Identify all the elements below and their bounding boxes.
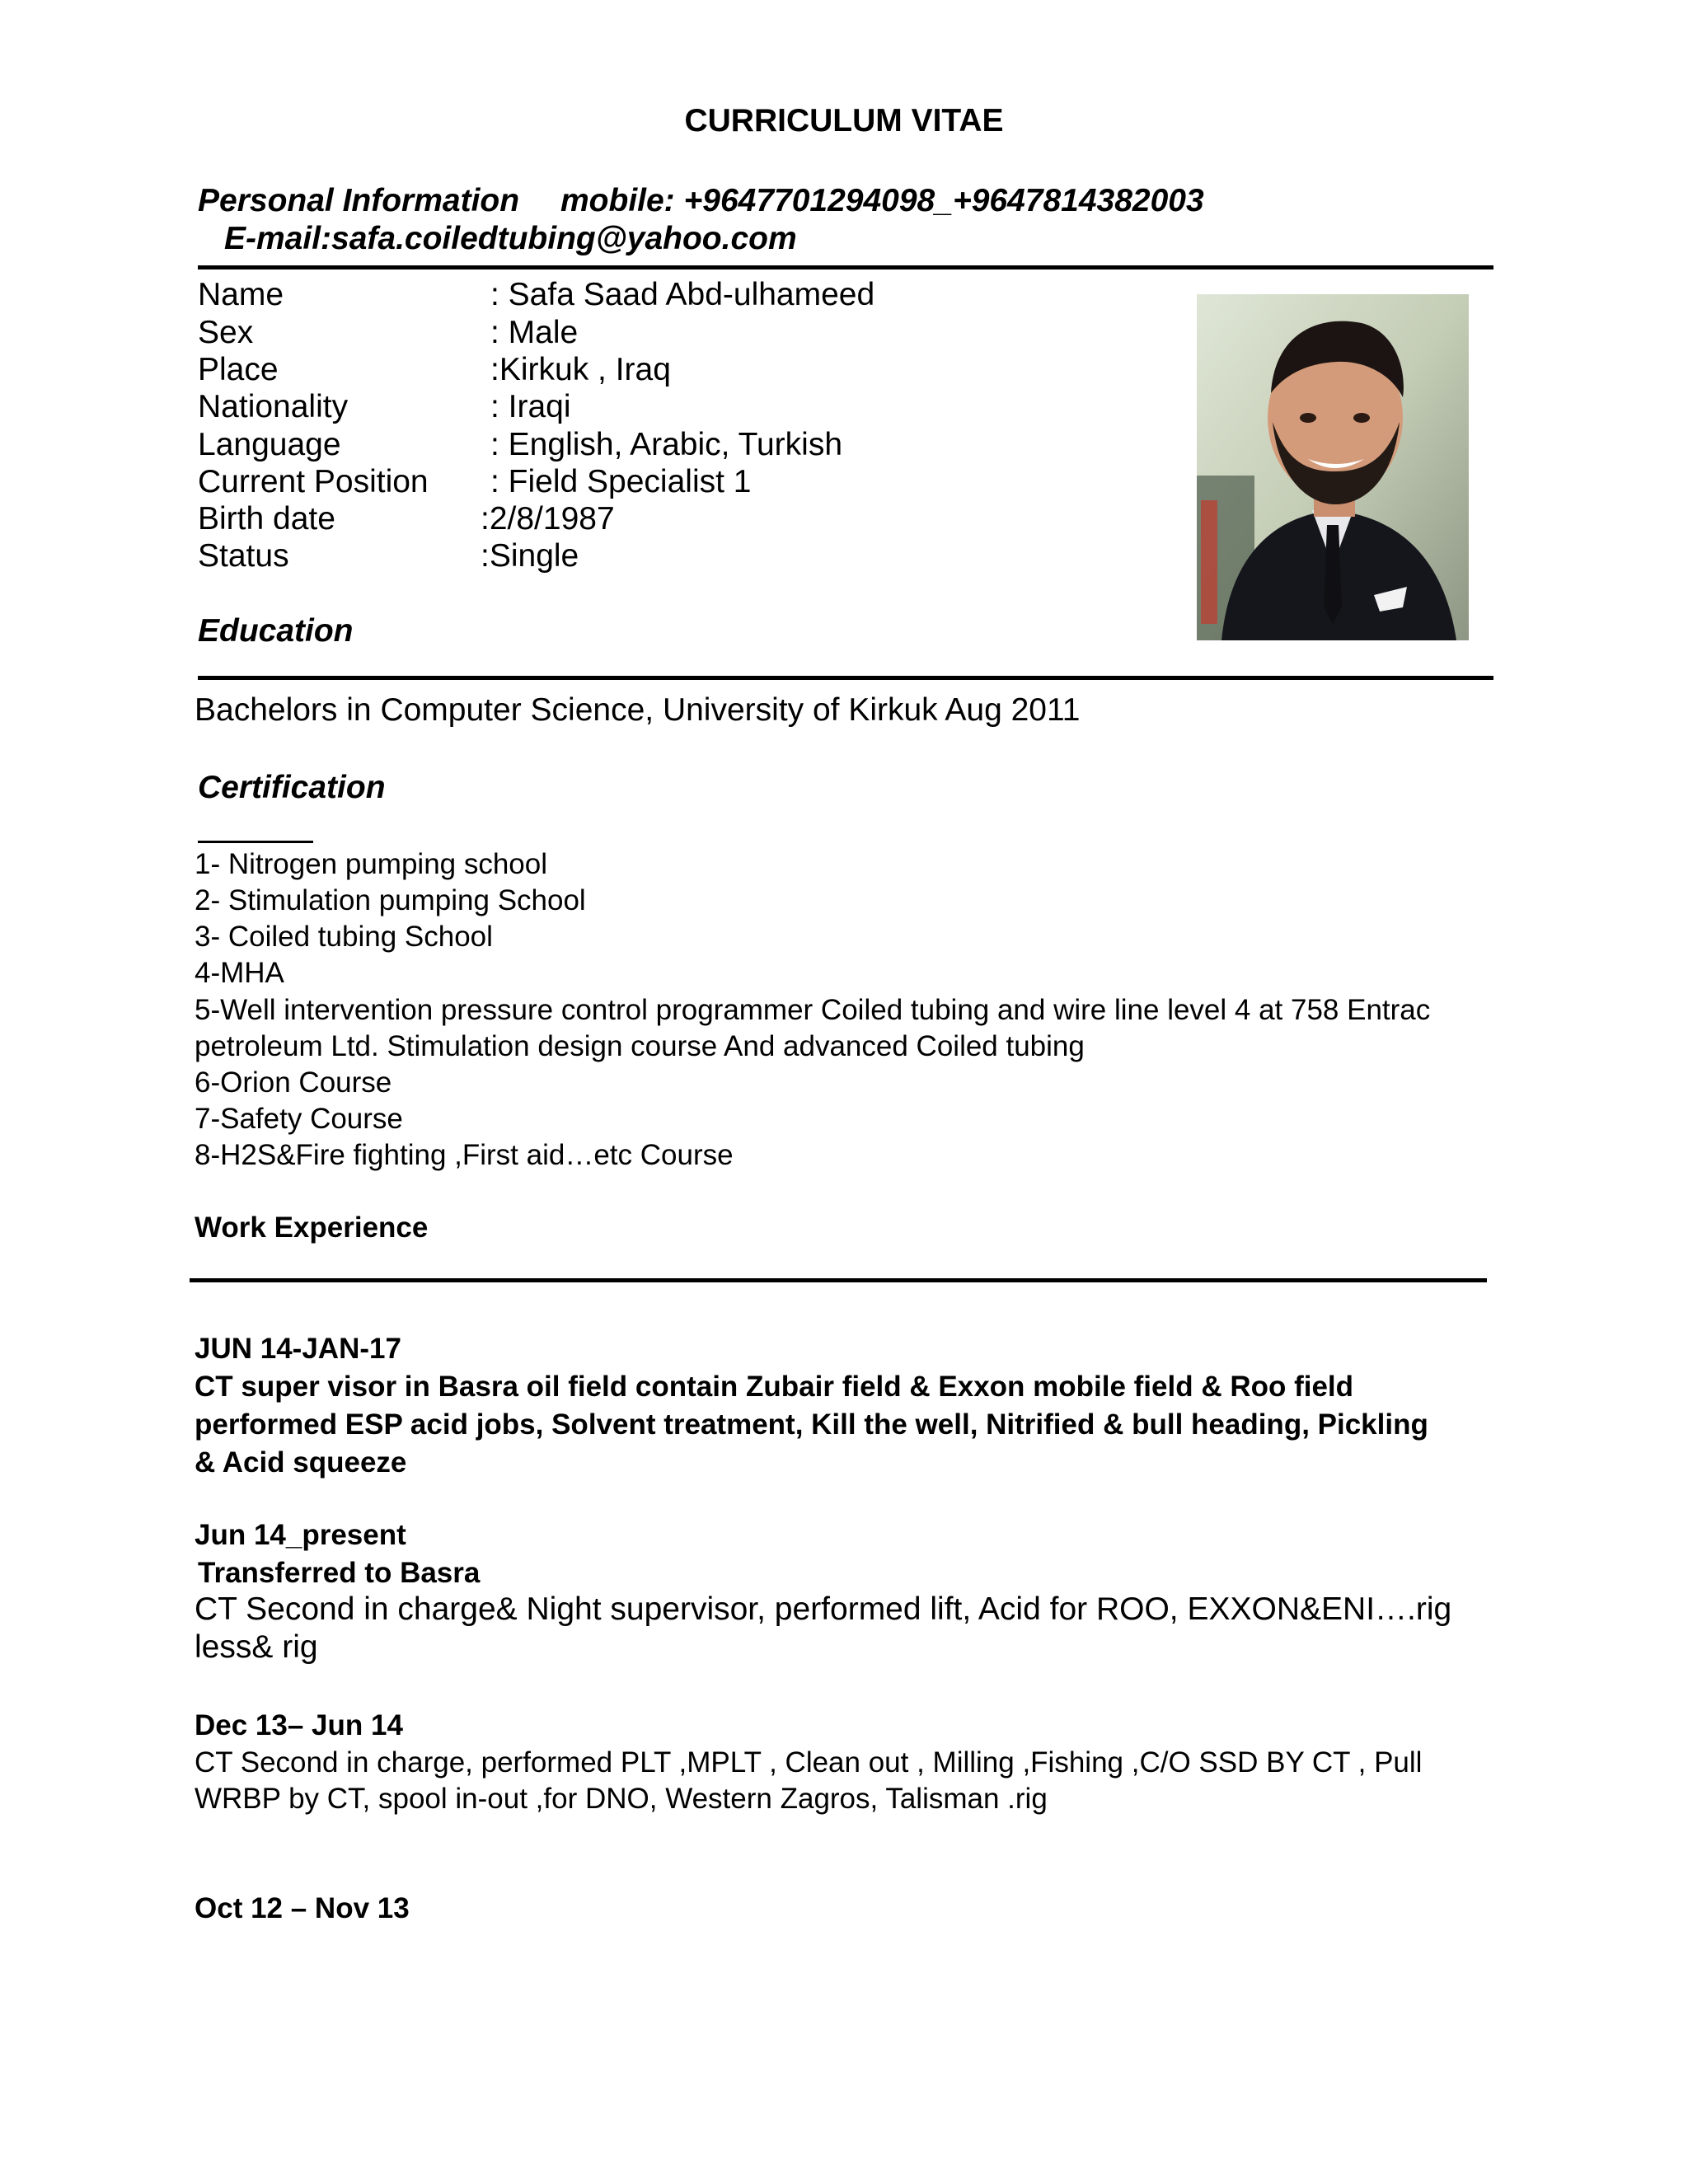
- field-label-place: Place: [198, 352, 279, 387]
- list-item: 5-Well intervention pressure control programmer Coiled tubing and wire line level 4 at 758 Entrac: [195, 994, 1431, 1026]
- field-value-place: :Kirkuk , Iraq: [490, 352, 671, 387]
- list-item: petroleum Ltd. Stimulation design course And advanced Coiled tubing: [195, 1030, 1085, 1062]
- field-value-nationality: : Iraqi: [490, 389, 571, 424]
- field-label-nationality: Nationality: [198, 389, 349, 424]
- certification-heading: Certification: [198, 770, 386, 805]
- certification-underline: [198, 841, 313, 843]
- field-value-sex: : Male: [490, 315, 579, 350]
- work-entry-line: CT Second in charge, performed PLT ,MPLT , Clean out , Milling ,Fishing ,C/O SSD BY CT , Pull: [195, 1746, 1423, 1779]
- field-label-sex: Sex: [198, 315, 254, 350]
- work-entry-subtitle: Transferred to Basra: [198, 1557, 481, 1589]
- education-heading: Education: [198, 613, 354, 649]
- profile-photo: [1197, 294, 1469, 640]
- field-value-current-position: : Field Specialist 1: [490, 464, 752, 499]
- list-item: 6-Orion Course: [195, 1066, 392, 1099]
- work-entry-date: Oct 12 – Nov 13: [195, 1892, 410, 1924]
- portrait-illustration: [1197, 294, 1469, 640]
- document-title: CURRICULUM VITAE: [684, 103, 1004, 138]
- field-label-current-position: Current Position: [198, 464, 429, 499]
- personal-information-heading: Personal Information: [198, 183, 520, 218]
- work-entry-date: Dec 13– Jun 14: [195, 1709, 403, 1741]
- work-experience-heading: Work Experience: [195, 1212, 429, 1244]
- field-label-name: Name: [198, 277, 284, 312]
- work-entry-line: less& rig: [195, 1629, 318, 1665]
- work-divider: [190, 1278, 1487, 1282]
- mobile-numbers: mobile: +9647701294098_+9647814382003: [560, 183, 1204, 218]
- field-label-status: Status: [198, 538, 289, 574]
- work-entry-line: performed ESP acid jobs, Solvent treatment, Kill the well, Nitrified & bull heading, Pickling: [195, 1408, 1428, 1441]
- field-label-language: Language: [198, 427, 341, 462]
- list-item: 2- Stimulation pumping School: [195, 884, 586, 916]
- field-value-language: : English, Arabic, Turkish: [490, 427, 843, 462]
- field-value-status: :Single: [481, 538, 579, 574]
- work-entry-line: CT Second in charge& Night supervisor, performed lift, Acid for ROO, EXXON&ENI….rig: [195, 1591, 1452, 1627]
- work-entry-line: WRBP by CT, spool in-out ,for DNO, Western Zagros, Talisman .rig: [195, 1783, 1048, 1815]
- field-value-name: : Safa Saad Abd-ulhameed: [490, 277, 875, 312]
- list-item: 1- Nitrogen pumping school: [195, 848, 548, 880]
- work-entry-line: & Acid squeeze: [195, 1446, 407, 1479]
- work-entry-line: CT super visor in Basra oil field contain Zubair field & Exxon mobile field & Roo field: [195, 1371, 1354, 1403]
- education-degree: Bachelors in Computer Science, University of Kirkuk Aug 2011: [195, 692, 1081, 728]
- list-item: 8-H2S&Fire fighting ,First aid…etc Course: [195, 1139, 734, 1171]
- work-entry-date: Jun 14_present: [195, 1519, 406, 1551]
- list-item: 3- Coiled tubing School: [195, 921, 493, 953]
- list-item: 4-MHA: [195, 957, 284, 989]
- personal-divider: [198, 265, 1493, 269]
- email-address: E-mail:safa.coiledtubing@yahoo.com: [224, 221, 797, 256]
- field-value-birth-date: :2/8/1987: [481, 501, 615, 537]
- work-entry-date: JUN 14-JAN-17: [195, 1333, 401, 1365]
- field-label-birth-date: Birth date: [198, 501, 335, 537]
- education-divider: [198, 676, 1493, 680]
- list-item: 7-Safety Course: [195, 1103, 403, 1135]
